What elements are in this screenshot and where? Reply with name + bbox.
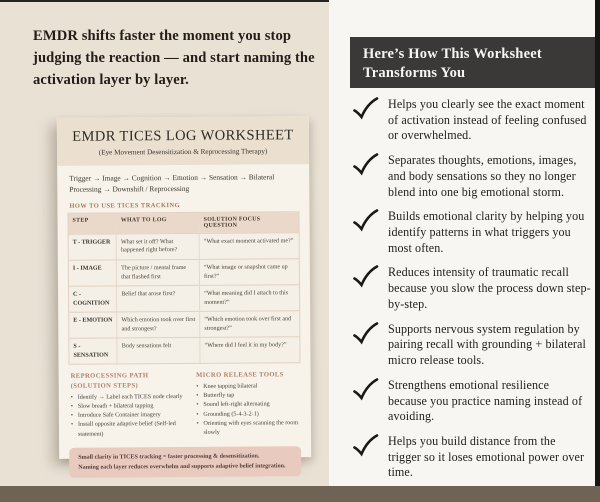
micro-release-tools-heading: MICRO RELEASE TOOLS bbox=[196, 371, 284, 380]
check-icon bbox=[352, 96, 379, 120]
tices-table bbox=[67, 211, 300, 365]
log-cell: Belief that arose first? bbox=[117, 286, 200, 312]
benefit-text: Strengthens emotional resilience because you practice naming instead of avoiding. bbox=[388, 377, 583, 424]
bottom-bar bbox=[0, 486, 600, 502]
benefit-text: Reduces intensity of traumatic recall because you slow the process down step-by-step. bbox=[388, 265, 591, 311]
worksheet-subtitle: (Eye Movement Desensitization & Reprocessing Therapy) bbox=[98, 147, 268, 157]
question-cell: “What meaning did I attach to this moment?” bbox=[204, 290, 289, 306]
footer-note-line: Naming each layer reduces overwhelm and supports adaptive belief integration. bbox=[78, 463, 286, 471]
step-cell: T - TRIGGER bbox=[69, 234, 117, 259]
list-item: • Sound left-right alternating bbox=[196, 401, 299, 411]
column-header-step: STEP bbox=[68, 213, 116, 233]
check-icon bbox=[352, 433, 379, 457]
table-row bbox=[69, 233, 299, 261]
list-item bbox=[352, 209, 594, 256]
table-row bbox=[69, 285, 299, 313]
column-header-what-to-log: WHAT TO LOG bbox=[117, 213, 200, 234]
right-edge-strip bbox=[595, 0, 600, 502]
log-cell: The picture / mental frame that flashed first bbox=[117, 260, 200, 286]
question-cell: “Where did I feel it in my body?” bbox=[204, 342, 287, 350]
question-cell: “What image or snapshot came up first?” bbox=[203, 264, 288, 280]
footer-note-line: Small clarity in TICES tracking = faster processing & desensitization. bbox=[78, 453, 260, 461]
list-item: • Install opposite adaptive belief (Self-led statement) bbox=[71, 420, 187, 439]
list-item: • Grounding (5-4-3-2-1) bbox=[196, 410, 299, 420]
benefit-text: Supports nervous system regulation by pairing recall with grounding + bilateral micro release tools. bbox=[388, 321, 586, 368]
list-item bbox=[352, 97, 594, 144]
step-cell: E - EMOTION bbox=[69, 313, 117, 338]
reprocessing-path-list bbox=[71, 393, 187, 440]
benefit-text: Helps you clearly see the exact moment of activation instead of feeling confused or overwhelmed. bbox=[388, 97, 587, 143]
list-item bbox=[352, 322, 594, 369]
headline: EMDR shifts faster the moment you stop judging the reaction — and start naming the activation layer by layer. bbox=[33, 28, 315, 89]
worksheet-title: EMDR TICES LOG WORKSHEET bbox=[72, 127, 294, 145]
reprocessing-path-section bbox=[71, 371, 187, 439]
micro-release-tools-section bbox=[196, 370, 299, 438]
check-icon bbox=[352, 377, 379, 401]
list-item bbox=[352, 265, 594, 312]
worksheet-section-heading: HOW TO USE TICES TRACKING bbox=[69, 201, 181, 210]
benefit-text: Separates thoughts, emotions, images, and body sensations so they no longer blend into one big emotional storm. bbox=[388, 153, 577, 199]
step-cell: C - COGNITION bbox=[69, 287, 117, 312]
column-header-solution-focus: SOLUTION FOCUS QUESTION bbox=[200, 212, 299, 233]
log-cell: Which emotion took over first and strongest? bbox=[117, 312, 200, 338]
top-edge-line bbox=[0, 0, 329, 2]
list-item bbox=[352, 378, 594, 425]
check-icon bbox=[352, 264, 379, 288]
table-row bbox=[69, 337, 299, 364]
worksheet-header bbox=[57, 116, 309, 166]
benefits-checklist bbox=[352, 97, 594, 481]
log-cell: What set it off? What happened right before? bbox=[117, 234, 200, 260]
log-cell: Body sensations felt bbox=[118, 338, 201, 364]
table-row bbox=[69, 311, 299, 339]
list-item bbox=[352, 434, 594, 481]
list-item: • Identify → Label each TICES node clearly bbox=[71, 393, 187, 403]
question-cell: “What exact moment activated me?” bbox=[203, 238, 294, 245]
question-cell: “Which emotion took over first and strongest?” bbox=[204, 316, 292, 332]
check-icon bbox=[352, 208, 379, 232]
worksheet-footer-note bbox=[69, 446, 301, 478]
list-item: • Orienting with eyes scanning the room slowly bbox=[196, 419, 299, 438]
micro-release-tools-list bbox=[196, 382, 299, 438]
list-item: • Slow breath + bilateral tapping bbox=[71, 402, 187, 412]
table-row bbox=[69, 259, 299, 287]
list-item: • Introduce Safe Container imagery bbox=[71, 411, 187, 421]
worksheet-paper bbox=[57, 116, 311, 471]
step-cell: S - SENSATION bbox=[69, 339, 117, 364]
list-item bbox=[352, 153, 594, 200]
list-item: • Knee tapping bilateral bbox=[196, 382, 299, 392]
reprocessing-path-heading: REPROCESSING PATH (SOLUTION STEPS) bbox=[70, 372, 149, 390]
step-cell: I - IMAGE bbox=[69, 260, 117, 285]
right-panel-title: Here’s How This Worksheet Transforms You bbox=[350, 37, 595, 88]
worksheet-flow-line: Trigger → Image → Cognition → Emotion → Sensation → Bilateral Processing → Downshift / Reprocessing bbox=[69, 172, 275, 195]
check-icon bbox=[352, 321, 379, 345]
benefit-text: Helps you build distance from the trigger so it loses emotional power over time. bbox=[388, 433, 585, 480]
table-header-row bbox=[68, 212, 298, 235]
check-icon bbox=[352, 152, 379, 176]
list-item: • Butterfly tap bbox=[196, 391, 299, 401]
benefit-text: Builds emotional clarity by helping you identify patterns in what triggers you most often. bbox=[388, 209, 585, 255]
